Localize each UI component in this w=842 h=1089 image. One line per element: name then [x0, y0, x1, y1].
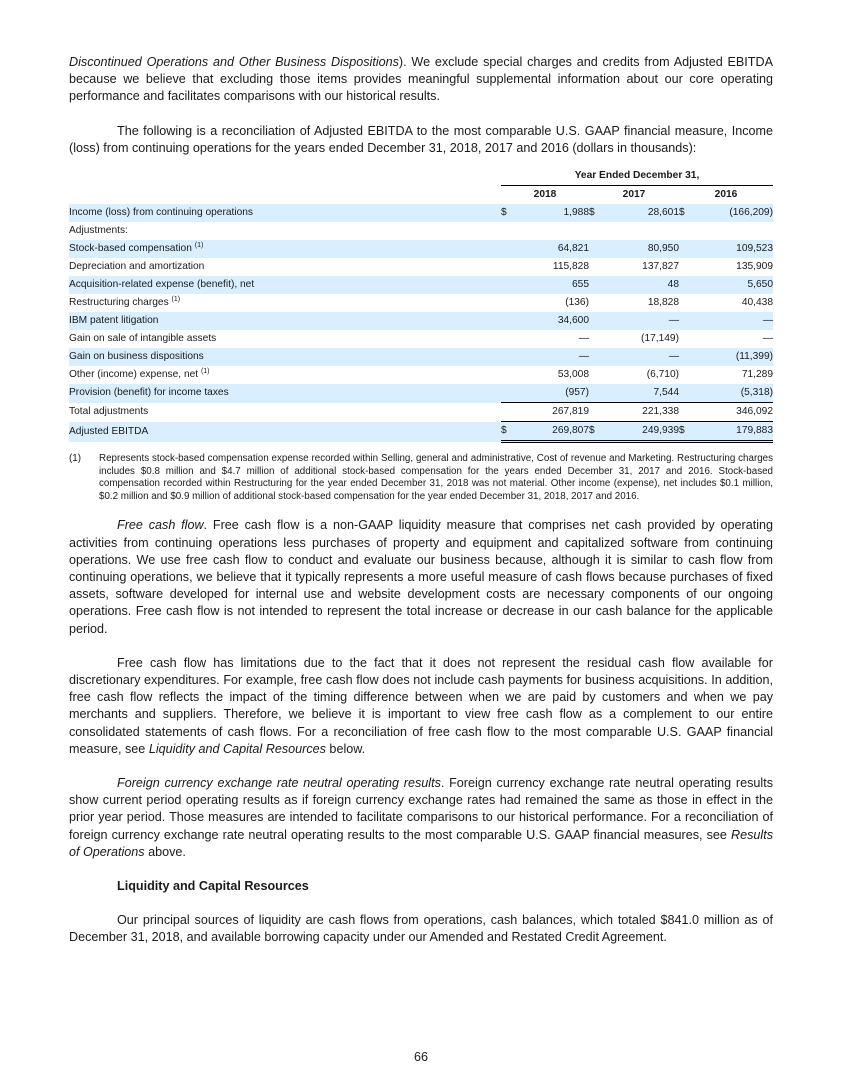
row-label-text: IBM patent litigation — [69, 315, 159, 327]
row-label — [69, 384, 501, 403]
year-header-2017: 2017 — [589, 186, 679, 205]
cell-value-2018: (957) — [515, 384, 589, 403]
currency-symbol — [501, 384, 515, 403]
row-label — [69, 348, 501, 366]
currency-symbol — [589, 258, 603, 276]
year-header-2016: 2016 — [679, 186, 773, 205]
cell-value-2018: 34,600 — [515, 312, 589, 330]
table-row — [69, 312, 773, 330]
liquidity-paragraph: Our principal sources of liquidity are cash flows from operations, cash balances, which totaled $841.0 million as of December 31, 2018, and available borrowing capacity under our Amended and Restated Credit Agreement. — [69, 913, 773, 945]
currency-symbol — [679, 294, 693, 312]
row-label — [69, 366, 501, 384]
currency-symbol — [679, 348, 693, 366]
currency-symbol: $ — [589, 422, 603, 442]
currency-symbol — [679, 384, 693, 403]
currency-symbol — [679, 330, 693, 348]
cell-value-2017 — [603, 222, 679, 240]
cell-value-2017: 7,544 — [603, 384, 679, 403]
table-row — [69, 422, 773, 442]
currency-symbol — [679, 240, 693, 258]
currency-symbol — [679, 258, 693, 276]
row-label-text: Other (income) expense, net — [69, 369, 199, 381]
free-cash-flow-paragraph — [69, 517, 773, 637]
currency-symbol — [589, 366, 603, 384]
cell-value-2018: 64,821 — [515, 240, 589, 258]
intro-paragraph — [69, 54, 773, 106]
row-label — [69, 222, 501, 240]
reconciliation-intro: The following is a reconciliation of Adjusted EBITDA to the most comparable U.S. GAAP financial measure, Income (loss) from continuing operations for the years ended December 31, 2018, 2017 and 2016 (dollars in thousands): — [69, 123, 773, 155]
row-label — [69, 403, 501, 422]
cell-value-2018: 115,828 — [552, 261, 589, 273]
row-label — [69, 258, 501, 276]
cell-value-2018 — [515, 222, 589, 240]
cell-value-2018: 267,819 — [515, 403, 589, 422]
cell-value-2016 — [693, 222, 773, 240]
cell-value-2016: 135,909 — [736, 261, 773, 273]
cell-value-2016: 40,438 — [741, 297, 773, 309]
currency-symbol — [589, 294, 603, 312]
currency-symbol — [589, 384, 603, 403]
currency-symbol — [501, 276, 515, 294]
cell-value-2017: 28,601 — [603, 204, 679, 222]
currency-symbol — [589, 403, 603, 422]
footnote-text: Represents stock-based compensation expense recorded within Selling, general and administrative, Cost of revenue and Marketing. Restructuring charges includes $0.8 million and $4.7 million of additional stock-based compensation for the years ended December 31, 2017 and 2016. Stock-based compensation recorded within Restructuring for the year ended December 31, 2018 was not material. Other income (expense), net includes $0.1 million, $0.2 million and $0.9 million of additional stock-based compensation for the year ended December 31, 2018, 2017 and 2016. — [99, 453, 773, 502]
currency-symbol — [501, 403, 515, 422]
fx-neutral-paragraph — [69, 775, 773, 861]
cell-value-2017: 80,950 — [603, 240, 679, 258]
table-row — [69, 403, 773, 422]
cell-value-2016: (5,318) — [693, 384, 773, 403]
currency-symbol — [501, 330, 515, 348]
fcf-italic-lead: Free cash flow — [117, 518, 204, 533]
currency-symbol: $ — [679, 422, 693, 442]
table-row — [69, 240, 773, 258]
row-label — [69, 204, 501, 222]
fx-italic-lead: Foreign currency exchange rate neutral operating results — [117, 776, 441, 791]
row-label-text: Adjustments: — [69, 225, 128, 237]
row-label — [69, 312, 501, 330]
currency-symbol: $ — [679, 204, 693, 222]
fx-ref-italic: Results of Operations — [69, 827, 773, 859]
free-cash-flow-limitations-paragraph — [69, 655, 773, 758]
row-label-text: Income (loss) from continuing operations — [69, 207, 254, 219]
table-row — [69, 330, 773, 348]
liquidity-heading: Liquidity and Capital Resources — [117, 879, 309, 894]
row-label-text: Acquisition-related expense (benefit), net — [69, 279, 255, 291]
document-page — [69, 54, 773, 947]
currency-symbol: $ — [589, 204, 603, 222]
cell-value-2017: 18,828 — [647, 297, 679, 309]
cell-value-2017: (17,149) — [641, 333, 679, 345]
cell-value-2017: (6,710) — [646, 369, 679, 381]
cell-value-2016: 5,650 — [693, 276, 773, 294]
row-label-text: Stock-based compensation — [69, 243, 192, 255]
row-label-text: Provision (benefit) for income taxes — [69, 387, 229, 399]
currency-symbol — [679, 222, 693, 240]
footnote-reference: (1) — [194, 242, 204, 250]
cell-value-2018: 1,988 — [515, 204, 589, 222]
currency-symbol — [679, 312, 693, 330]
cell-value-2017: — — [603, 312, 679, 330]
currency-symbol — [501, 240, 515, 258]
row-label — [69, 276, 501, 294]
row-label-text: Depreciation and amortization — [69, 261, 205, 273]
row-label — [69, 330, 501, 348]
currency-symbol — [501, 294, 515, 312]
fcf2-text: Free cash flow has limitations due to the fact that it does not represent the residual cash flow available for discretionary expenditures. For example, free cash flow does not include cash payments for business acquisitions. In addition, free cash flow reflects the impact of the timing difference between when we are paid by customers and when we pay merchants and suppliers. Therefore, we believe it is important to view free cash flow as a complement to our entire consolidated statements of cash flows. For a reconciliation of free cash flow to the most comparable U.S. GAAP financial measure, see — [69, 655, 773, 756]
footnote — [69, 453, 773, 503]
cell-value-2018: 53,008 — [557, 369, 589, 381]
page-number: 66 — [413, 1050, 428, 1064]
cell-value-2017: 137,827 — [642, 261, 679, 273]
table-row — [69, 384, 773, 403]
footnote-mark: (1) — [69, 453, 81, 465]
currency-symbol — [589, 330, 603, 348]
fcf2-ref-italic: Liquidity and Capital Resources — [148, 741, 326, 756]
currency-symbol — [501, 258, 515, 276]
currency-symbol — [679, 403, 693, 422]
intro-italic-lead: Discontinued Operations and Other Business Dispositions — [69, 55, 399, 69]
fcf2-tail: below. — [325, 741, 366, 756]
currency-symbol — [501, 348, 515, 366]
currency-symbol — [501, 222, 515, 240]
cell-value-2018: 655 — [515, 276, 589, 294]
currency-symbol — [679, 276, 693, 294]
row-label-text: Restructuring charges — [69, 297, 169, 309]
currency-symbol: $ — [501, 204, 515, 222]
currency-symbol — [501, 312, 515, 330]
cell-value-2017: 48 — [603, 276, 679, 294]
currency-symbol — [589, 348, 603, 366]
table-row — [69, 294, 773, 312]
table-row — [69, 276, 773, 294]
table-row — [69, 348, 773, 366]
currency-symbol — [589, 240, 603, 258]
cell-value-2016: 109,523 — [693, 240, 773, 258]
cell-value-2016: (166,209) — [693, 204, 773, 222]
footnote-reference: (1) — [200, 368, 210, 376]
table-row — [69, 258, 773, 276]
row-label-text: Gain on business dispositions — [69, 351, 204, 363]
currency-symbol — [589, 312, 603, 330]
footnote-reference: (1) — [171, 296, 181, 304]
table-row — [69, 366, 773, 384]
currency-symbol — [679, 366, 693, 384]
row-label — [69, 294, 501, 312]
row-label — [69, 240, 501, 258]
cell-value-2017: 221,338 — [603, 403, 679, 422]
reconciliation-table — [69, 167, 773, 443]
reconciliation-table-wrap — [69, 167, 773, 443]
year-header-2018: 2018 — [501, 186, 589, 205]
cell-value-2018: (136) — [565, 297, 589, 309]
cell-value-2018: — — [515, 348, 589, 366]
fcf-text: . Free cash flow is a non-GAAP liquidity measure that comprises net cash provided by operating activities from continuing operations less purchases of property and equipment and capitalized software from continuing operations. We use free cash flow to conduct and evaluate our business because, although it is similar to cash flow from continuing operations, we believe that it typically represents a more useful measure of cash flows because purchases of fixed assets, software developed for internal use and website development costs are necessary components of our ongoing operations. Free cash flow is not intended to represent the total increase or decrease in our cash balance for the applicable period. — [69, 518, 773, 636]
row-label-text: Gain on sale of intangible assets — [69, 333, 217, 345]
cell-value-2016: 71,289 — [741, 369, 773, 381]
cell-value-2016: — — [762, 333, 773, 345]
table-row — [69, 204, 773, 222]
row-label-text: Adjusted EBITDA — [69, 425, 149, 437]
cell-value-2018: — — [578, 333, 589, 345]
table-row — [69, 222, 773, 240]
cell-value-2016: (11,399) — [693, 348, 773, 366]
cell-value-2018: 269,807 — [515, 422, 589, 442]
fx-tail: above. — [144, 844, 186, 859]
cell-value-2016: 179,883 — [693, 422, 773, 442]
period-header: Year Ended December 31, — [574, 170, 700, 182]
currency-symbol: $ — [501, 422, 515, 442]
row-label — [69, 422, 501, 442]
fx-text: . Foreign currency exchange rate neutral operating results show current period operating results as if foreign currency exchange rates had remained the same as those in effect in the prior year period. Those measures are intended to facilitate comparisons to our historical performance. For a reconciliation of foreign currency exchange rate neutral operating results to the most comparable U.S. GAAP financial measures, see — [69, 776, 773, 842]
reconciliation-rows — [69, 204, 773, 442]
currency-symbol — [501, 366, 515, 384]
intro-text: ). We exclude special charges and credits from Adjusted EBITDA because we believe that excluding those items provides meaningful supplemental information about our core operating performance and facilitates comparisons with our historical results. — [69, 55, 773, 104]
cell-value-2017: 249,939 — [603, 422, 679, 442]
cell-value-2016: — — [693, 312, 773, 330]
currency-symbol — [589, 276, 603, 294]
cell-value-2016: 346,092 — [693, 403, 773, 422]
currency-symbol — [589, 222, 603, 240]
cell-value-2017: — — [603, 348, 679, 366]
row-label-text: Total adjustments — [69, 406, 149, 418]
